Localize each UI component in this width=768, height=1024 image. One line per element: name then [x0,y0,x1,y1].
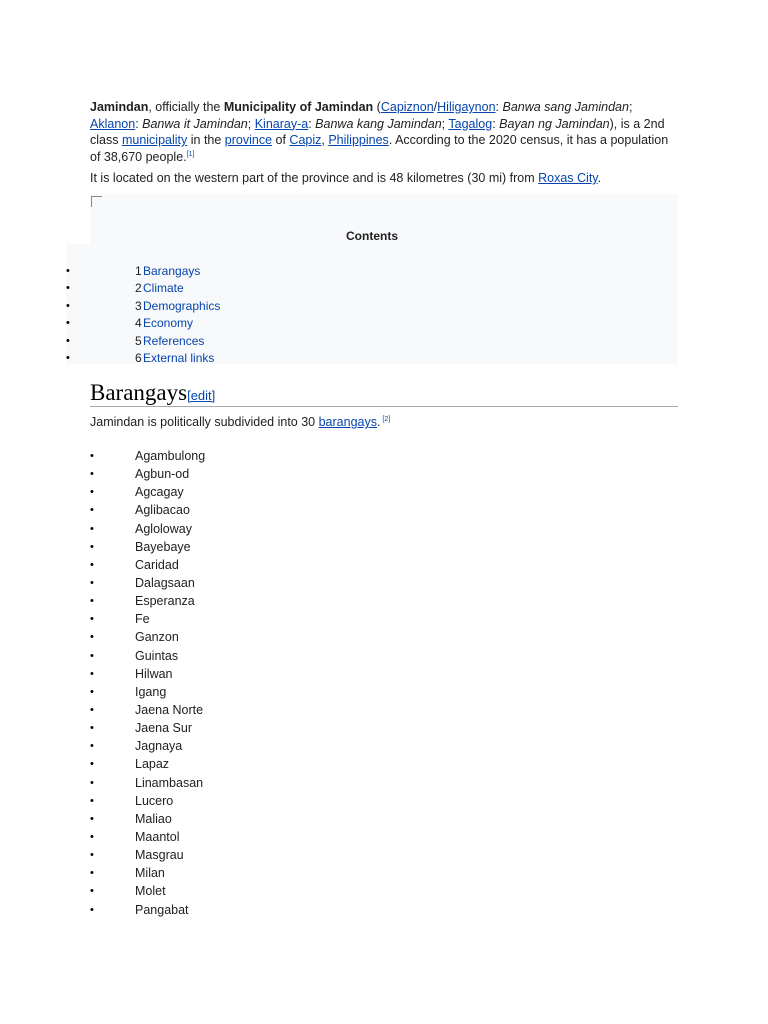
toc-link[interactable]: Demographics [143,298,221,313]
link-kinaray-a[interactable]: Kinaray-a [254,116,309,131]
toc-item-barangays[interactable] [66,263,678,280]
barangay-name: Jagnaya [135,739,183,754]
link-aklanon[interactable]: Aklanon [90,116,136,131]
link-municipality[interactable]: municipality [121,133,188,147]
barangay-name: Masgrau [135,848,184,863]
bullet: • [90,758,94,771]
toc-item-climate[interactable] [66,280,678,297]
bullet: • [90,812,94,825]
link-province[interactable]: province [224,133,273,147]
barangay-name: Caridad [135,557,179,572]
toc-number: 3 [135,298,142,313]
barangay-name: Maliao [135,811,172,826]
toc-item-references[interactable] [66,333,678,350]
barangay-name: Hilwan [135,666,173,681]
bullet: • [66,317,70,330]
toc-link[interactable]: Barangays [143,264,201,278]
barangay-name: Lapaz [135,757,170,772]
link-tagalog[interactable]: Tagalog [448,116,493,131]
bullet: • [66,282,70,295]
barangay-name: Agambulong [135,449,206,463]
official-name: Municipality of Jamindan [223,100,374,114]
toc-link[interactable]: External links [143,350,215,365]
toc-item-economy[interactable] [66,315,678,332]
bullet: • [90,903,94,916]
bullet: • [90,703,94,716]
link-capiznon[interactable]: Capiznon [380,100,434,114]
bullet: • [90,849,94,862]
toc-link[interactable]: Climate [143,281,184,296]
barangay-name: Dalagsaan [135,575,195,590]
barangay-name: Ganzon [135,630,179,645]
link-roxas-city[interactable]: Roxas City [538,171,598,185]
barangay-name: Agbun-od [135,467,190,482]
bullet: • [66,334,70,347]
toc-number: 5 [135,333,142,348]
bullet: • [90,540,94,553]
barangay-name: Maantol [135,829,180,844]
article-subject: Jamindan [90,100,149,114]
reference-1[interactable]: [1] [186,150,195,158]
toc-number: 6 [135,350,142,365]
bullet: • [90,649,94,662]
barangays-intro: Jamindan is politically subdivided into 30 barangays. [2] [90,415,391,429]
barangay-name: Bayebaye [135,539,191,554]
reference-2[interactable]: [2] [382,416,391,423]
table-of-contents [66,194,678,364]
bullet: • [66,351,70,364]
intro-paragraph: Jamindan, officially the Municipality of Jamindan (Capiznon/Hiligaynon: Banwa sang Jamindan; Aklanon: Banwa it Jamindan; Kinaray-a: Banwa kang Jamindan; Tagalog: Bayan ng Jamindan), is a 2nd class municipality in the province of Capiz, Philippines. According to the 2020 census, it has a population of 38,670 people.[1] [90,100,669,164]
toc-link[interactable]: References [143,333,205,348]
link-barangays[interactable]: barangays [318,415,377,429]
barangay-name: Agloloway [135,521,192,536]
bullet: • [66,299,70,312]
bullet: • [90,867,94,880]
barangay-name: Pangabat [135,902,189,917]
toc-link[interactable]: Economy [143,316,194,331]
bullet: • [90,558,94,571]
toc-toggle-checkbox[interactable] [91,196,102,207]
bullet: • [90,830,94,843]
bullet: • [90,776,94,789]
toc-number: 4 [135,316,142,331]
toc-item-external-links[interactable] [66,350,678,367]
barangay-name: Guintas [135,648,179,663]
section-title: Barangays [90,380,188,405]
barangay-name: Igang [135,684,167,699]
link-hiligaynon[interactable]: Hiligaynon [437,100,496,114]
bullet: • [90,631,94,644]
bullet: • [90,885,94,898]
bullet: • [90,486,94,499]
bullet: • [90,667,94,680]
section-heading-barangays [90,379,678,407]
barangay-name: Jaena Norte [135,702,204,717]
edit-section-link[interactable]: [edit] [187,388,216,403]
toc-title: Contents [346,229,398,243]
barangay-name: Jaena Sur [135,721,192,736]
bullet: • [90,468,94,481]
barangay-name: Lucero [135,793,174,808]
barangay-name: Fe [135,612,150,627]
bullet: • [90,504,94,517]
toc-number: 2 [135,281,142,296]
bullet: • [90,595,94,608]
bullet: • [90,740,94,753]
bullet: • [90,522,94,535]
bullet: • [66,265,70,277]
barangay-name: Linambasan [135,775,204,790]
bullet: • [90,576,94,589]
link-capiz[interactable]: Capiz [289,133,322,147]
bullet: • [90,722,94,735]
barangay-name: Molet [135,884,166,899]
barangay-name: Esperanza [135,594,195,609]
bullet: • [90,450,94,462]
toc-number: 1 [135,264,142,278]
bullet: • [90,794,94,807]
bullet: • [90,685,94,698]
barangay-name: Agcagay [135,485,184,500]
barangay-name: Milan [135,866,165,881]
link-philippines[interactable]: Philippines [328,133,389,147]
bullet: • [90,613,94,626]
location-paragraph: It is located on the western part of the province and is 48 kilometres (30 mi) from Roxas City. [90,171,602,185]
toc-list [66,263,678,367]
toc-item-demographics[interactable] [66,298,678,315]
barangay-name: Aglibacao [135,503,190,518]
